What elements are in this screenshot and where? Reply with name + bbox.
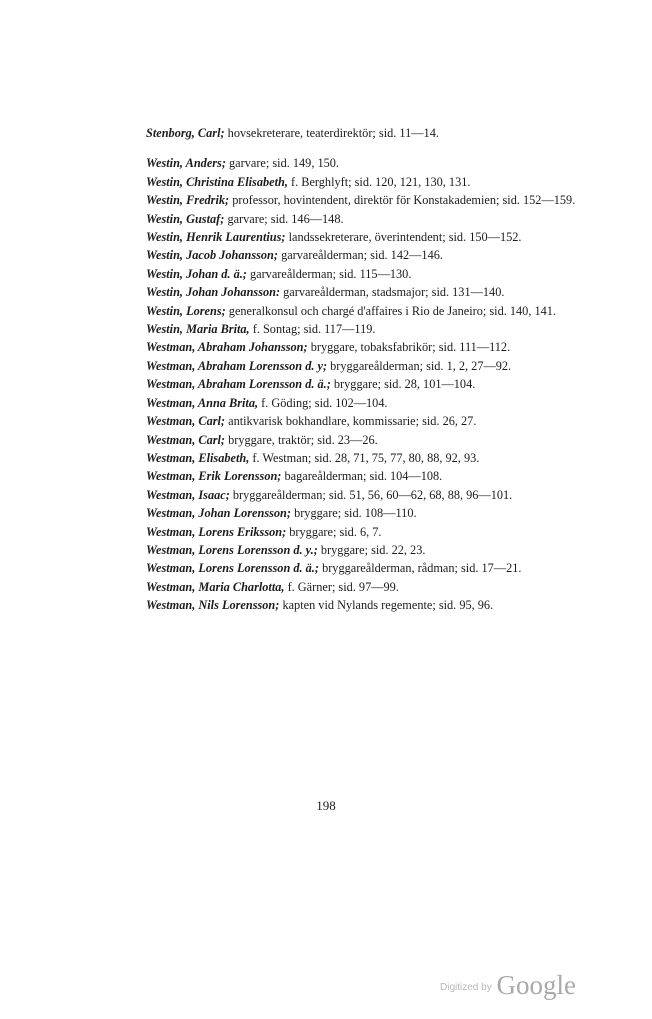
entry-name: Westman, Lorens Lorensson d. y.; [146,542,318,557]
index-entry [146,412,586,430]
entry-name: Westman, Lorens Lorensson d. ä.; [146,561,319,576]
entry-name: Westman, Nils Lorensson; [146,598,280,613]
index-entry [146,210,586,228]
entry-name: Westman, Abraham Lorensson d. y; [146,358,328,373]
entry-details: bryggare, traktör; sid. 23—26. [228,432,378,447]
index-entry [146,523,586,541]
entry-details: bryggare; sid. 6, 7. [289,524,382,539]
entry-name: Westman, Erik Lorensson; [146,469,282,484]
index-entry [146,357,586,375]
entry-name: Westman, Johan Lorensson; [146,506,291,521]
index-entry [146,283,586,301]
index-entry [146,338,586,356]
entry-name: Stenborg, Carl; [146,126,225,140]
index-entry [146,486,586,504]
entry-name: Westin, Johan d. ä.; [146,266,247,281]
entry-details: landssekreterare, överintendent; sid. 150—152. [288,230,522,245]
entry-name: Westman, Carl; [146,432,226,447]
entry-name: Westman, Abraham Lorensson d. ä.; [146,377,331,392]
entry-name: Westman, Anna Brita, [146,395,259,410]
index-entry [146,504,586,522]
entry-name: Westin, Jacob Johansson; [146,248,278,263]
index-entry [146,449,586,467]
entry-name: Westman, Lorens Eriksson; [146,524,287,539]
entry-details: garvareålderman; sid. 142—146. [281,248,443,263]
page-number: 198 [316,798,336,813]
entry-name: Westin, Anders; [146,156,226,171]
entry-name: Westin, Johan Johansson: [146,285,281,300]
entry-details: garvareålderman; sid. 115—130. [249,266,412,281]
entry-details: bryggare; sid. 108—110. [294,506,417,521]
index-list [146,124,586,615]
index-entry [146,559,586,577]
entry-details: generalkonsul och chargé d'affaires i Rio de Janeiro; sid. 140, 141. [228,303,556,318]
entry-name: Westin, Lorens; [146,303,226,318]
index-entry [146,228,586,246]
entry-name: Westman, Abraham Johansson; [146,340,308,355]
entry-name: Westman, Maria Charlotta, [146,579,285,594]
entry-details: f. Berghlyft; sid. 120, 121, 130, 131. [291,174,471,189]
index-entry [146,191,586,209]
index-entry [146,302,586,320]
index-entry [146,596,586,614]
index-entry [146,541,586,559]
entry-details: professor, hovintendent, direktör för Konstakademien; sid. 152—159. [232,193,576,208]
entry-name: Westin, Christina Elisabeth, [146,174,288,189]
google-logo: Google [496,970,576,1000]
entry-details: bryggareålderman, rådman; sid. 17—21. [322,561,522,576]
entry-name: Westin, Gustaf; [146,211,225,226]
entry-details: bryggare; sid. 22, 23. [320,542,426,557]
entry-details: garvareålderman, stadsmajor; sid. 131—140. [283,285,505,300]
entry-details: bagareålderman; sid. 104—108. [284,469,443,484]
entry-details: bryggare, tobaksfabrikör; sid. 111—112. [310,340,511,355]
entry-details: kapten vid Nylands regemente; sid. 95, 96. [282,598,494,613]
entry-details: bryggareålderman; sid. 1, 2, 27—92. [330,358,512,373]
index-entry [146,394,586,412]
index-entry [146,375,586,393]
index-entry [146,467,586,485]
entry-name: Westman, Elisabeth, [146,450,250,465]
digitized-by-watermark [440,970,576,1001]
entry-details: garvare; sid. 149, 150. [229,156,339,171]
entry-details: f. Westman; sid. 28, 71, 75, 77, 80, 88, 92, 93. [252,450,480,465]
entry-details: hovsekreterare, teaterdirektör; sid. 11—14. [227,126,439,140]
entry-details: garvare; sid. 146—148. [227,211,344,226]
entry-name: Westin, Henrik Laurentius; [146,230,286,245]
index-entry [146,320,586,338]
entry-details: bryggare; sid. 28, 101—104. [333,377,476,392]
digitized-by-label: Digitized by [440,982,492,993]
index-entry [146,246,586,264]
entry-name: Westman, Isaac; [146,487,230,502]
entry-name: Westin, Maria Brita, [146,322,250,337]
entry-details: antikvarisk bokhandlare, kommissarie; sid. 26, 27. [228,414,477,429]
entry-details: f. Gärner; sid. 97—99. [287,579,399,594]
index-entry [146,265,586,283]
entry-details: f. Sontag; sid. 117—119. [252,322,376,337]
index-entry [146,578,586,596]
entry-details: bryggareålderman; sid. 51, 56, 60—62, 68, 88, 96—101. [232,487,513,502]
entry-name: Westin, Fredrik; [146,193,230,208]
entry-details: f. Göding; sid. 102—104. [261,395,388,410]
index-entry [146,124,586,142]
entry-name: Westman, Carl; [146,414,226,429]
index-entry [146,431,586,449]
index-entry [146,173,586,191]
index-entry [146,154,586,172]
